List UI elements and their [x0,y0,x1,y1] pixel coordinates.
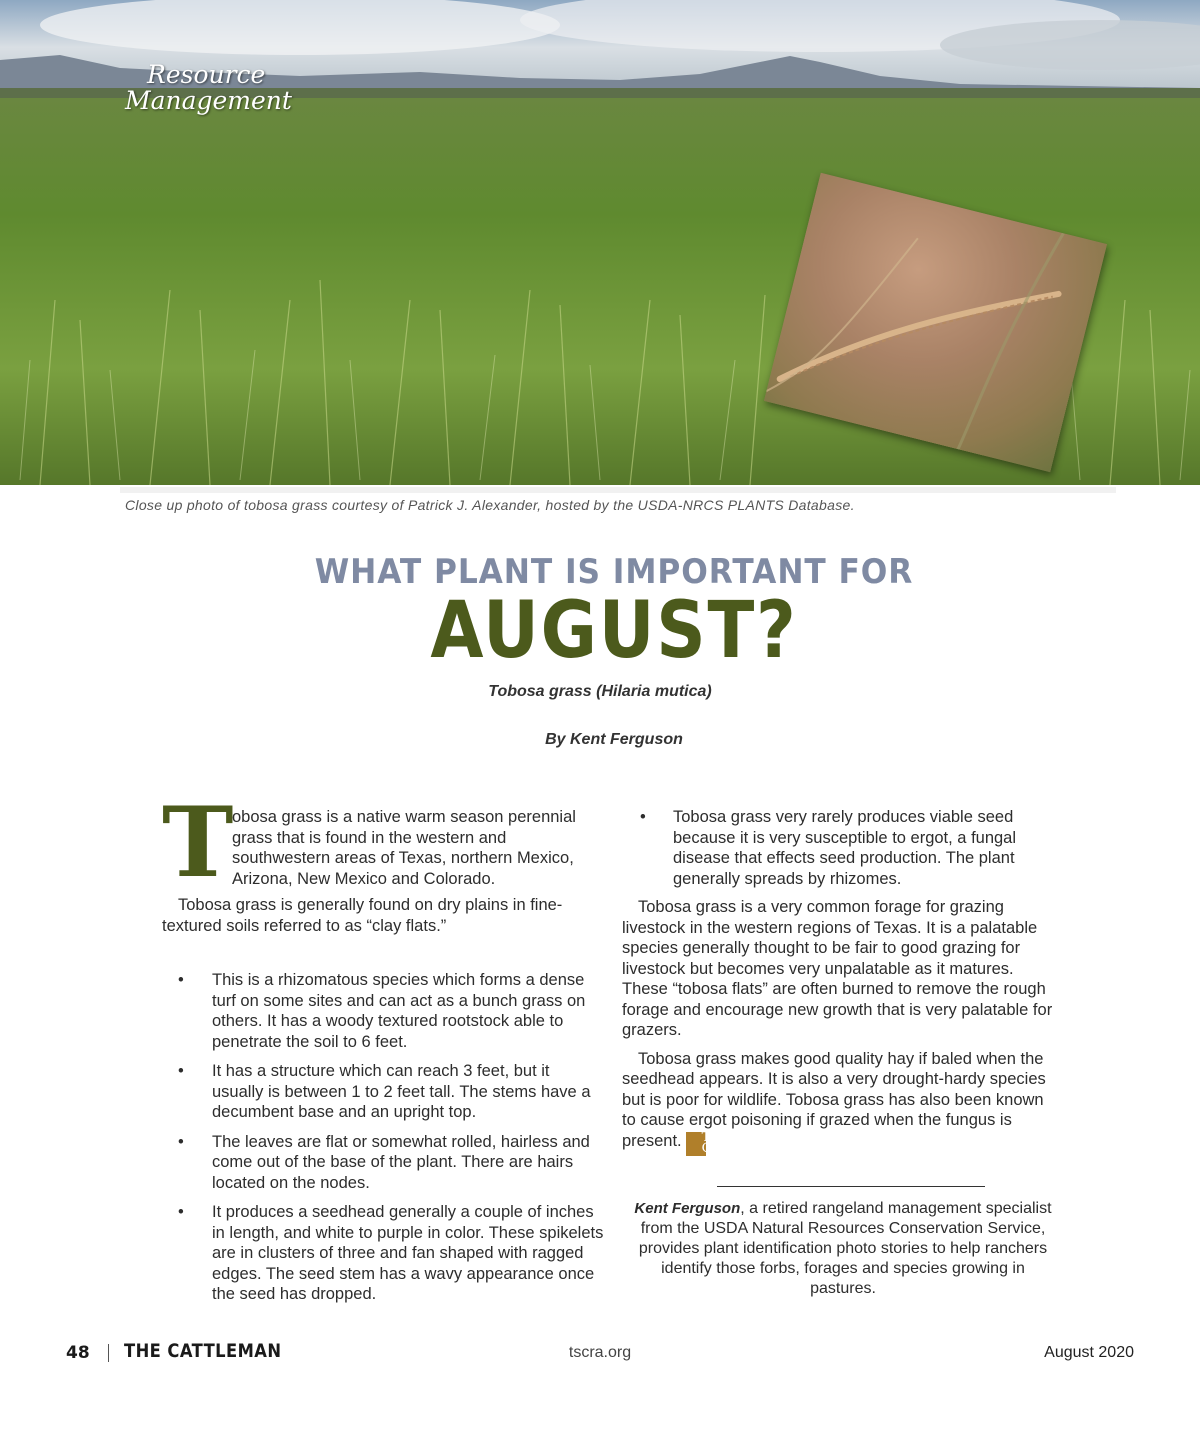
subhead: Tobosa grass (Hilaria mutica) [488,683,712,700]
end-mark-letter-c: C [701,1140,712,1156]
section-label-line1: Resource [147,60,266,89]
hero-photo [0,0,1200,485]
article-column-right [622,807,1058,1156]
list-item [162,1061,604,1123]
bullet-dot: • [178,1203,184,1221]
intro-text: obosa grass is a native warm season perennial grass that is found in the western and southwestern areas of Texas, northern Mexico, Arizona, New Mexico and Colorado. [232,808,576,888]
list-item [162,1202,604,1305]
bio-author-name: Kent Ferguson [634,1200,741,1217]
end-mark-letter-t: T [701,1129,711,1145]
paragraph: Tobosa grass is generally found on dry plains in fine-textured soils referred to as “clay flats.” [162,896,563,935]
bio-text: , a retired rangeland management specialist from the USDA Natural Resources Conservation Service, provides plant identification photo stories to help ranchers identify those forbs, forages and species growing in pastures. [638,1200,1052,1297]
website: tscra.org [568,1344,632,1361]
list-item-text: Tobosa grass very rarely produces viable seed because it is very susceptible to ergot, a fungal disease that effects seed production. The plant generally spreads by rhizomes. [673,808,1017,888]
list-item-text: It produces a seedhead generally a couple of inches in length, and white to purple in color. These spikelets are in clusters of three and fan shaped with ragged edges. The seed stem has a wavy appearance once the seed has dropped. [212,1203,604,1303]
headline: AUGUST? [430,586,798,676]
list-item-text: This is a rhizomatous species which forms a dense turf on some sites and can act as a bunch grass on others. It has a woody textured rootstock able to penetrate the soil to 6 feet. [212,971,586,1051]
bullet-list [162,970,604,1305]
list-item-text: It has a structure which can reach 3 feet, but it usually is between 1 to 2 feet tall. The stems have a decumbent base and an upright top. [212,1062,591,1121]
magazine-name: THE CATTLEMAN [124,1340,282,1362]
author-bio [626,1199,1060,1299]
bullet-dot: • [178,971,184,989]
bullet-dot: • [640,808,646,826]
list-item [622,807,1058,889]
page-footer [0,1340,1200,1370]
list-item [162,970,604,1052]
byline: By Kent Ferguson [545,731,683,748]
dropcap: T [162,786,234,899]
section-label [125,62,292,114]
article-column-left [162,786,604,1314]
issue-date: August 2020 [1044,1344,1134,1361]
paragraph: Tobosa grass is a very common forage for grazing livestock in the western regions of Texas. It is a palatable species generally thought to be fair to good grazing for livestock but becomes very unpalatable as it matures. These “tobosa flats” are often burned to remove the rough forage and encourage new growth that is very palatable for grazers. [622,898,1053,1039]
section-label-line2: Management [125,86,292,115]
intro-paragraph [162,786,604,899]
bio-divider [717,1186,985,1187]
bullet-dot: • [178,1062,184,1080]
headline-kicker: WHAT PLANT IS IMPORTANT FOR [314,552,914,592]
end-mark-icon [686,1129,712,1156]
list-item-text: The leaves are flat or somewhat rolled, hairless and come out of the base of the plant. There are hairs located on the nodes. [212,1132,590,1192]
bullet-dot: • [178,1132,184,1151]
page-number: 48 [66,1343,90,1363]
photo-caption: Close up photo of tobosa grass courtesy of Patrick J. Alexander, hosted by the USDA-NRCS PLANTS Database. [125,497,855,513]
list-item [162,1132,604,1194]
closing-paragraph [622,1049,1058,1156]
caption-rule [120,487,1116,493]
paragraph-text: Tobosa grass makes good quality hay if baled when the seedhead appears. It is also a very drought-hardy species but is poor for wildlife. Tobosa grass has also been known to cause ergot poisoning if grazed when the fungus is present. [622,1049,1046,1150]
